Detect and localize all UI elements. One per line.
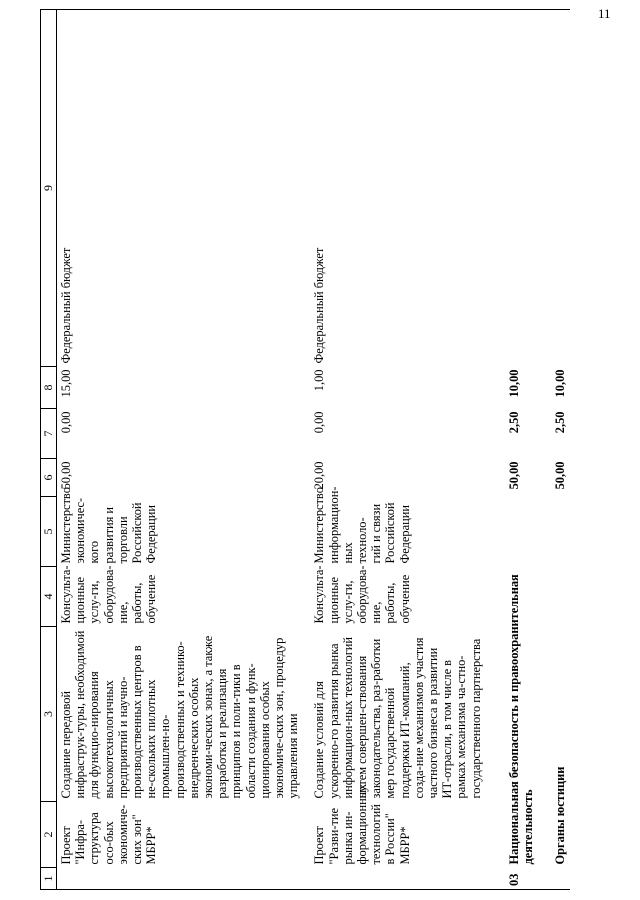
- section-total-col7: 2,50: [506, 411, 521, 434]
- col-header-4: 4: [41, 567, 57, 627]
- amount-col6: 50,00: [59, 461, 73, 490]
- project-name: Проект "Инфра-структура осо-бых экономиче-ских зон" МБРР*: [59, 804, 159, 865]
- rotated-table-frame: [40, 10, 568, 890]
- page-number: 11: [598, 6, 611, 21]
- subsection-total-col7: 2,50: [553, 411, 568, 434]
- amount-col7: 0,00: [312, 411, 327, 434]
- section-total-col6: 50,00: [506, 461, 521, 490]
- subsection-empty: [537, 10, 569, 367]
- section-code: 03: [485, 868, 537, 890]
- project-goal: Создание условий для ускоренно-го развития рынка информацион-ных технологий путем совершен-ствования законодательства, раз-работки мер государственной поддержки ИТ-компаний, созда-ние механизмов участия частного бизнеса в развитии ИТ-отрасли, в том числе в рамках механизма ча-стно-государственного партнерства: [312, 636, 483, 799]
- subsection-title: Органы юстиции: [553, 766, 568, 865]
- header-row: [41, 10, 57, 890]
- section-empty: [485, 10, 537, 367]
- table-row: [57, 10, 303, 890]
- col-header-3: 3: [41, 627, 57, 802]
- subsection-total-col8: 10,00: [553, 369, 568, 398]
- col-header-1: 1: [41, 868, 57, 890]
- project-components: Консульта-ционные услу-ги, оборудова-ние, работы, обучение: [312, 565, 412, 624]
- responsible-ministry: Министерство информацион-ных техноло-гий и связи Российской Федерации: [312, 486, 412, 564]
- subsection-total-col6: 50,00: [553, 461, 568, 490]
- subsection-code: [537, 868, 569, 890]
- col-header-2: 2: [41, 802, 57, 868]
- amount-col8: 15,00: [59, 369, 73, 398]
- col-header-8: 8: [41, 367, 57, 409]
- amount-col7: 0,00: [59, 411, 73, 434]
- col-header-6: 6: [41, 459, 57, 497]
- amount-col6: 20,00: [312, 461, 327, 490]
- table-row: [302, 10, 484, 890]
- section-title: Национальная безопасность и правоохранительная деятельность: [506, 574, 536, 865]
- project-name: Проект "Разви-тие рынка ин-формационных технологий в России" МБРР*: [312, 783, 412, 865]
- budget-table: [40, 9, 570, 890]
- amount-col8: 1,00: [312, 369, 327, 392]
- funding-source: Федеральный бюджет: [57, 10, 303, 367]
- section-total-col8: 10,00: [506, 369, 521, 398]
- col-header-7: 7: [41, 409, 57, 459]
- project-goal: Создание передовой инфраструк-туры, необходимой для функцио-нирования высокотехнологичных предприятий и научно-производственных центров в не-скольких пилотных промышлен-но-производственных и технико-внедренческих особых экономи-ческих зонах, а также разработка и реализация принципов и поли-тики в области создания и функ-ционирования особых экономиче-ских зон, процедур управления ими: [59, 630, 301, 799]
- responsible-ministry: Министерство экономичес-кого развития и торговли Российской Федерации: [59, 487, 159, 564]
- funding-source: Федеральный бюджет: [302, 10, 484, 367]
- section-row: [485, 10, 537, 890]
- project-components: Консульта-ционные услу-ги, оборудова-ние, работы, обучение: [59, 565, 159, 624]
- col-header-9: 9: [41, 10, 57, 367]
- subsection-row: [537, 10, 569, 890]
- row-number: [302, 868, 484, 890]
- row-number: [57, 868, 303, 890]
- col-header-5: 5: [41, 497, 57, 567]
